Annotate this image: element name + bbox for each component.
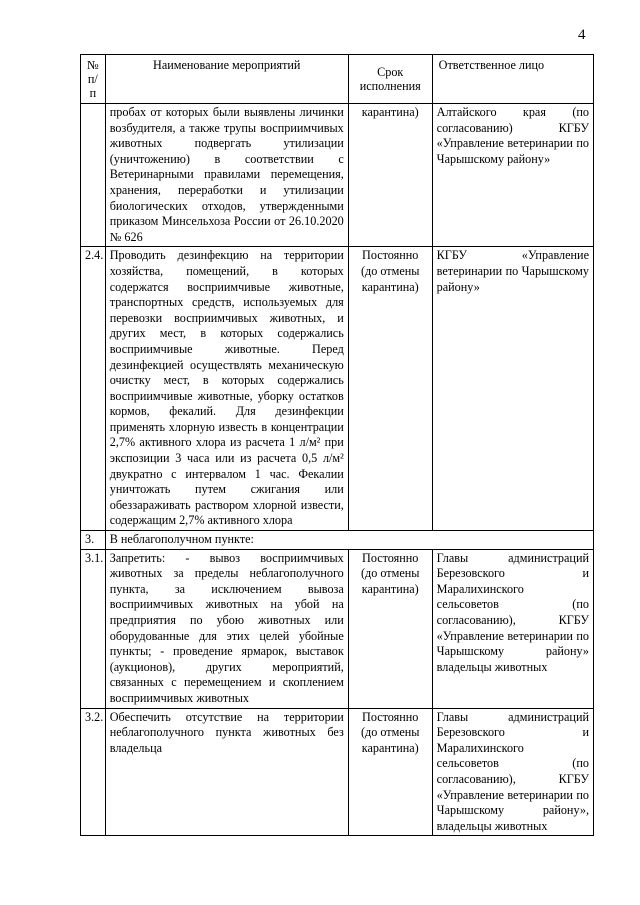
row-measure: Проводить дезинфекцию на территории хозяйства, помещений, в которых содержатся восприимчивые животные, транспортных средств, используемых для перевозки восприимчивых животных, и других мест, в которых содержались восприимчивые животные. Перед дезинфекцией осуществлять механическую очистку мест, в которых содержались восприимчивые животные, уборку остатков кормов, фекалий. Для дезинфекции применять хлорную известь в концентрации 2,7% активного хлора из расчета 1 л/м² при экспозиции 3 часа или из расчета 0,5 л/м² двукратно с интервалом 1 час. Фекалии уничтожать путем сжигания или обеззараживать раствором хлорной извести, содержащим 2,7% активного хлора — [105, 247, 348, 531]
header-measure: Наименование мероприятий — [105, 55, 348, 104]
row-number — [81, 104, 106, 247]
table-header-row — [81, 55, 594, 104]
table-row — [81, 247, 594, 531]
row-term: Постоянно (до отмены карантина) — [348, 708, 432, 836]
table-row — [81, 708, 594, 836]
measures-table — [80, 54, 594, 836]
table-row — [81, 104, 594, 247]
page-number: 4 — [578, 27, 586, 43]
section-title: В неблагополучном пункте: — [105, 531, 593, 550]
row-term: карантина) — [348, 104, 432, 247]
row-term: Постоянно (до отмены карантина) — [348, 549, 432, 708]
row-number: 2.4. — [81, 247, 106, 531]
header-term: Срок исполнения — [348, 55, 432, 104]
row-measure: пробах от которых были выявлены личинки возбудителя, а также трупы восприимчивых животных подвергать утилизации (уничтожению) в соответствии с Ветеринарными правилами перемещения, хранения, переработки и утилизации биологических отходов, утвержденными приказом Минсельхоза России от 26.10.2020 № 626 — [105, 104, 348, 247]
header-num: № п/п — [81, 55, 106, 104]
row-responsible: КГБУ «Управление ветеринарии по Чарышскому району» — [432, 247, 593, 531]
table-section-row — [81, 531, 594, 550]
row-number: 3.1. — [81, 549, 106, 708]
row-responsible: Главы администраций Березовского и Маралихинского сельсоветов (по согласованию), КГБУ «Управление ветеринарии по Чарышскому району», владельцы животных — [432, 708, 593, 836]
row-measure: Обеспечить отсутствие на территории неблагополучного пункта животных без владельца — [105, 708, 348, 836]
table-row — [81, 549, 594, 708]
row-responsible: Алтайского края (по согласованию) КГБУ «Управление ветеринарии по Чарышскому району» — [432, 104, 593, 247]
row-measure: Запретить: - вывоз восприимчивых животных за пределы неблагополучного пункта, за исключением вывоза восприимчивых животных на убой на предприятия по убою животных или оборудованные для этих целей убойные пункты; - проведение ярмарок, выставок (аукционов), других мероприятий, связанных с перемещением и скоплением восприимчивых животных — [105, 549, 348, 708]
row-number: 3.2. — [81, 708, 106, 836]
header-responsible: Ответственное лицо — [432, 55, 593, 104]
row-number: 3. — [81, 531, 106, 550]
row-term: Постоянно (до отмены карантина) — [348, 247, 432, 531]
row-responsible: Главы администраций Березовского и Маралихинского сельсоветов (по согласованию), КГБУ «Управление ветеринарии по Чарышскому району» владельцы животных — [432, 549, 593, 708]
